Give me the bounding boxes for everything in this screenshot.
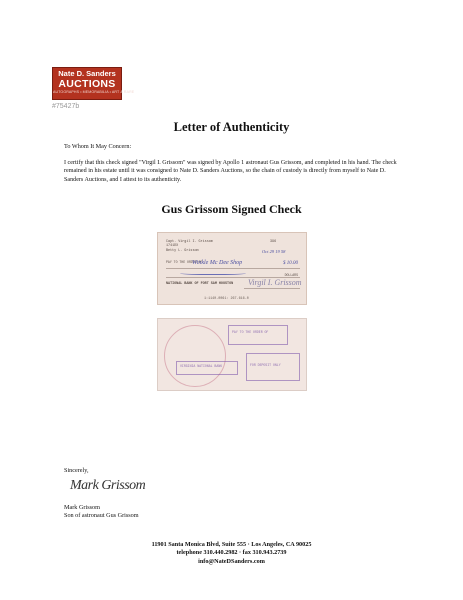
pink-circle-stamp [164,325,226,387]
check-drawer: Capt. Virgil I. Grissom 1741DX Betty L. Grissom [166,240,213,253]
handwritten-signature: Mark Grissom [70,478,146,493]
deposit-stamp [246,353,300,381]
endorsement-stamp [228,325,288,345]
item-number: #75427b [52,103,80,110]
footer-address: 11901 Santa Monica Blvd, Suite 555 · Los Angeles, CA 90025 [151,541,312,548]
letter-body: I certify that this check signed "Virgil I. Grissom" was signed by Apollo 1 astronaut Gus Grissom, and completed in his hand. The check remained in his estate until it was consigned to Nate D. Sanders Auctions, so the chain of custody is directly from myself to Nate D. Sanders Auctions, and I attest to its authenticity. [64,160,397,183]
closing: Sincerely, [64,467,89,474]
bank-stamp-text: VIRGINIA NATIONAL BANK [180,364,223,368]
letterhead-footer [0,541,463,566]
check-micr-line: 1:1140-0061: 267-616-0 [204,297,249,301]
signer-title: Son of astronaut Gus Grissom [64,512,139,519]
endorsement-stamp-text: PAY TO THE ORDER OF [232,330,269,334]
salutation: To Whom It May Concern: [64,143,132,150]
check-amount-words-row: DOLLARS [166,270,300,278]
check-payee: Winkle Mc Dee Shop [192,260,243,266]
footer-email[interactable]: info@NateDSanders.com [198,557,265,565]
company-logo: Nate D. Sanders AUCTIONS AUTOGRAPHS • MEMORABILIA • ART & RARE [52,67,122,100]
handwriting-scrawl [180,271,246,275]
letter-title: Letter of Authenticity [173,120,290,134]
check-front-image [157,232,307,305]
signer-name: Mark Grissom [64,504,100,511]
check-number: 396 [270,240,277,244]
check-amount: $ 10.00 [283,261,298,266]
check-back-image [157,318,307,391]
check-bank-name: NATIONAL BANK OF FORT SAM HOUSTON [166,282,234,286]
item-subtitle: Gus Grissom Signed Check [161,202,302,216]
deposit-stamp-text: FOR DEPOSIT ONLY [250,363,281,367]
check-signature: Virgil I. Grissom [248,278,302,287]
footer-phones: telephone 310.440.2982 · fax 310.943.2739 [176,549,287,557]
check-signature-line [244,288,300,289]
check-date: Oct 29 19 58 [262,249,286,254]
check-payee-row: PAY TO THE ORDER OF Winkle Mc Dee Shop $ 10.00 [166,260,300,269]
